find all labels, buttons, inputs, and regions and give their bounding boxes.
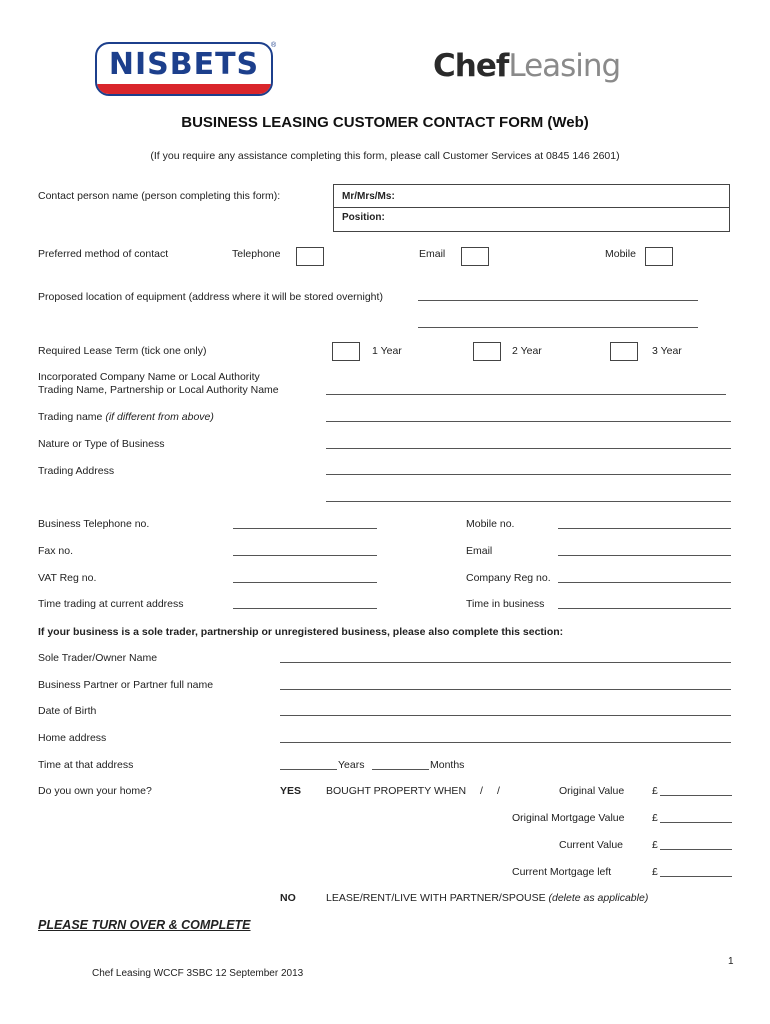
lease-3-year-checkbox[interactable]: [610, 342, 638, 361]
lease-2-year-checkbox[interactable]: [473, 342, 501, 361]
nisbets-logo-stripe: [97, 84, 271, 94]
trading-address-line-2[interactable]: [326, 501, 731, 502]
lease-rent-text: LEASE/RENT/LIVE WITH PARTNER/SPOUSE: [326, 892, 546, 904]
date-of-birth-line[interactable]: [280, 715, 731, 716]
sole-trader-heading: If your business is a sole trader, partnership or unregistered business, please also complete this section:: [38, 626, 564, 638]
yes-option[interactable]: YES: [280, 785, 302, 797]
nisbets-logo: [95, 42, 277, 96]
position-field-label: Position:: [342, 212, 385, 223]
preferred-contact-label: Preferred method of contact: [38, 248, 169, 260]
vat-reg-line[interactable]: [233, 582, 377, 583]
registered-mark: ®: [271, 42, 277, 49]
current-mortgage-left-label: Current Mortgage left: [512, 866, 612, 878]
email-checkbox[interactable]: [461, 247, 489, 266]
trading-name-note: (if different from above): [105, 411, 214, 423]
months-line[interactable]: [372, 769, 429, 770]
years-line[interactable]: [280, 769, 337, 770]
contact-person-label: Contact person name (person completing this form):: [38, 190, 281, 202]
date-of-birth-label: Date of Birth: [38, 705, 97, 717]
own-home-label: Do you own your home?: [38, 785, 152, 797]
form-subtitle: (If you require any assistance completing this form, please call Customer Services at 0845 146 2601): [150, 150, 620, 162]
original-mortgage-value-line[interactable]: [660, 822, 732, 823]
trading-address-line-1[interactable]: [326, 474, 731, 475]
original-value-label: Original Value: [559, 785, 625, 797]
company-reg-label: Company Reg no.: [466, 572, 551, 584]
lease-rent-note: (delete as applicable): [548, 892, 649, 904]
mobile-number-label: Mobile no.: [466, 518, 515, 530]
current-value-line[interactable]: [660, 849, 732, 850]
equipment-location-line-1[interactable]: [418, 300, 698, 301]
company-name-line[interactable]: [326, 394, 726, 395]
telephone-checkbox[interactable]: [296, 247, 324, 266]
trading-name-line[interactable]: [326, 421, 731, 422]
business-telephone-label: Business Telephone no.: [38, 518, 150, 530]
original-value-currency: £: [652, 785, 658, 797]
bought-property-when-label: BOUGHT PROPERTY WHEN: [326, 785, 467, 797]
page-number: 1: [728, 956, 734, 967]
months-label: Months: [430, 759, 465, 771]
company-name-label-line-2: Trading Name, Partnership or Local Authority Name: [38, 384, 279, 396]
time-in-business-label: Time in business: [466, 598, 545, 610]
lease-rent-option[interactable]: [326, 892, 648, 904]
trading-address-label: Trading Address: [38, 465, 115, 477]
trading-name-label: [38, 411, 214, 423]
trading-name-text: Trading name: [38, 411, 103, 423]
current-value-label: Current Value: [559, 839, 624, 851]
time-trading-label: Time trading at current address: [38, 598, 184, 610]
form-title: BUSINESS LEASING CUSTOMER CONTACT FORM (Web): [181, 114, 589, 131]
email-label: Email: [466, 545, 493, 557]
nisbets-logo-text: NISBETS: [108, 47, 260, 82]
chef-leasing-logo: [433, 48, 620, 84]
email-line[interactable]: [558, 555, 731, 556]
no-option[interactable]: NO: [280, 892, 296, 904]
nature-of-business-label: Nature or Type of Business: [38, 438, 165, 450]
date-slash-1: /: [480, 785, 483, 797]
telephone-option-label: Telephone: [232, 248, 281, 260]
name-title-field-label: Mr/Mrs/Ms:: [342, 191, 395, 202]
nisbets-logo-frame: [95, 42, 273, 96]
partner-name-label: Business Partner or Partner full name: [38, 679, 214, 691]
lease-term-label: Required Lease Term (tick one only): [38, 345, 207, 357]
time-at-address-label: Time at that address: [38, 759, 134, 771]
mobile-number-line[interactable]: [558, 528, 731, 529]
company-name-label-line-1: Incorporated Company Name or Local Authority: [38, 371, 260, 383]
business-telephone-line[interactable]: [233, 528, 377, 529]
nature-of-business-line[interactable]: [326, 448, 731, 449]
lease-3-year-label: 3 Year: [652, 345, 682, 357]
original-value-line[interactable]: [660, 795, 732, 796]
home-address-label: Home address: [38, 732, 107, 744]
current-value-currency: £: [652, 839, 658, 851]
current-mortgage-left-line[interactable]: [660, 876, 732, 877]
time-trading-line[interactable]: [233, 608, 377, 609]
fax-label: Fax no.: [38, 545, 74, 557]
email-option-label: Email: [419, 248, 446, 260]
mobile-option-label: Mobile: [605, 248, 636, 260]
chef-leasing-logo-leasing: Leasing: [508, 48, 621, 84]
owner-name-label: Sole Trader/Owner Name: [38, 652, 158, 664]
partner-name-line[interactable]: [280, 689, 731, 690]
lease-1-year-checkbox[interactable]: [332, 342, 360, 361]
date-slash-2: /: [497, 785, 500, 797]
footer-reference: Chef Leasing WCCF 3SBC 12 September 2013: [92, 968, 304, 979]
lease-1-year-label: 1 Year: [372, 345, 402, 357]
contact-person-box[interactable]: [333, 184, 730, 232]
mobile-checkbox[interactable]: [645, 247, 673, 266]
home-address-line[interactable]: [280, 742, 731, 743]
equipment-location-label: Proposed location of equipment (address where it will be stored overnight): [38, 291, 383, 303]
time-in-business-line[interactable]: [558, 608, 731, 609]
fax-line[interactable]: [233, 555, 377, 556]
please-turn-over-note: PLEASE TURN OVER & COMPLETE: [38, 918, 251, 932]
contact-box-divider: [334, 207, 729, 208]
current-mortgage-currency: £: [652, 866, 658, 878]
original-mortgage-value-label: Original Mortgage Value: [512, 812, 625, 824]
original-mortgage-currency: £: [652, 812, 658, 824]
company-reg-line[interactable]: [558, 582, 731, 583]
years-label: Years: [338, 759, 365, 771]
vat-reg-label: VAT Reg no.: [38, 572, 97, 584]
chef-leasing-logo-chef: Chef: [433, 48, 509, 84]
lease-2-year-label: 2 Year: [512, 345, 542, 357]
owner-name-line[interactable]: [280, 662, 731, 663]
equipment-location-line-2[interactable]: [418, 327, 698, 328]
